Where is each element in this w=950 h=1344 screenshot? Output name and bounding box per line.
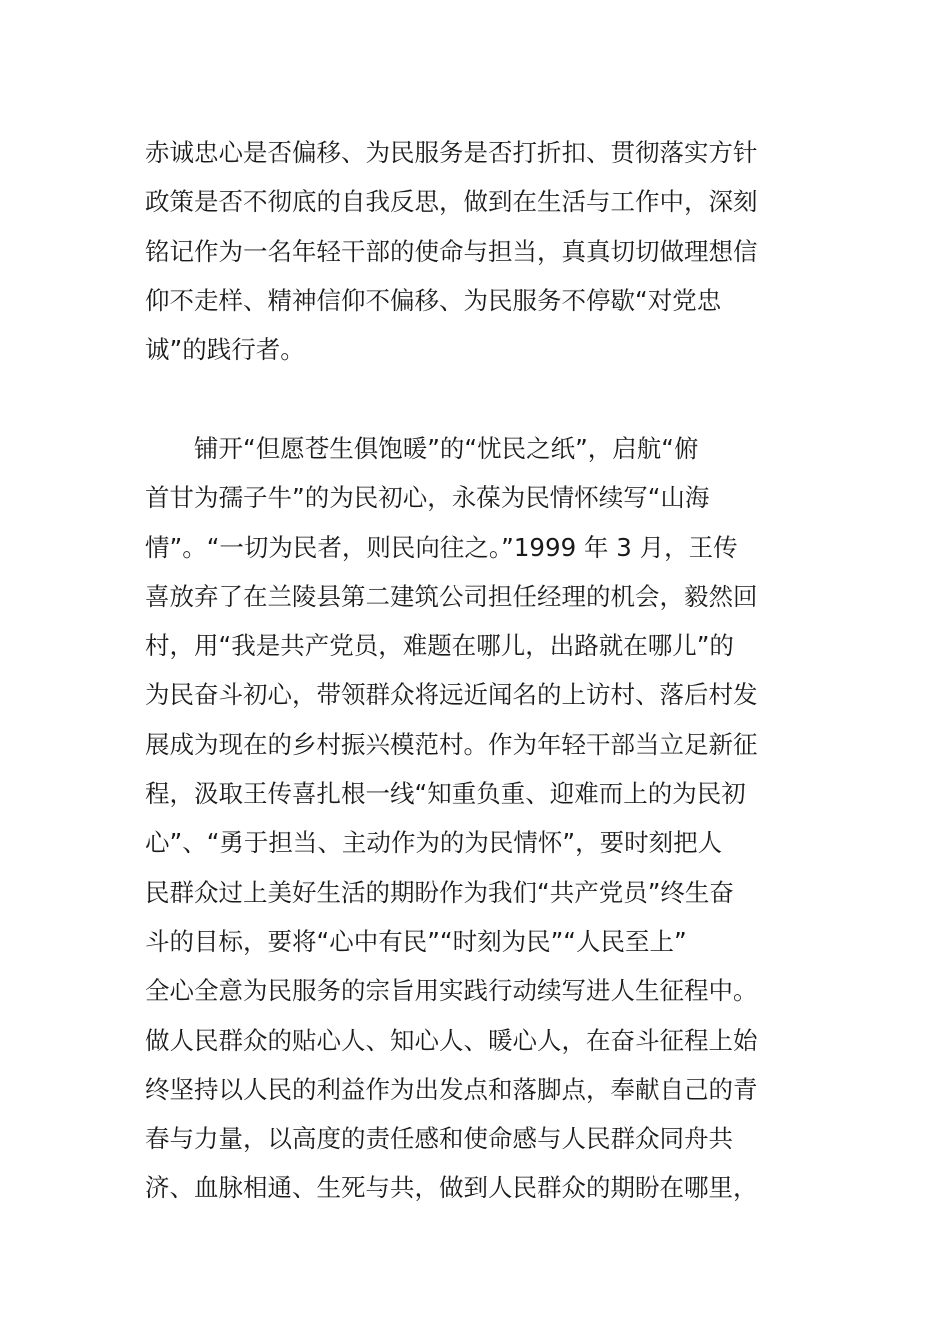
- text-line: 首甘为孺子牛”的为民初心，永葆为民情怀续写“山海: [145, 483, 710, 513]
- text-line: 全心全意为民服务的宗旨用实践行动续写进人生征程中。: [145, 976, 758, 1006]
- text-line: 终坚持以人民的利益作为出发点和落脚点，奉献自己的青: [145, 1074, 758, 1104]
- text-line: 春与力量，以高度的责任感和使命感与人民群众同舟共: [145, 1124, 733, 1154]
- text-line: 展成为现在的乡村振兴模范村。作为年轻干部当立足新征: [145, 729, 758, 759]
- text-line: 做人民群众的贴心人、知心人、暖心人，在奋斗征程上始: [145, 1025, 758, 1055]
- text-line: 喜放弃了在兰陵县第二建筑公司担任经理的机会，毅然回: [145, 581, 758, 611]
- text-line: 民群众过上美好生活的期盼作为我们“共产党员”终生奋: [145, 877, 734, 907]
- text-line: 情”。“一切为民者，则民向往之。”1999 年 3 月，王传: [145, 532, 738, 562]
- paragraph-1: [145, 128, 825, 374]
- text-line: 铭记作为一名年轻干部的使命与担当，真真切切做理想信: [145, 236, 758, 266]
- paragraph-2: [145, 424, 825, 1213]
- text-line: 程，汲取王传喜扎根一线“知重负重、迎难而上的为民初: [145, 779, 746, 809]
- text-line: 为民奋斗初心，带领群众将远近闻名的上访村、落后村发: [145, 680, 758, 710]
- text-line: 斗的目标，要将“心中有民”“时刻为民”“人民至上”: [145, 926, 687, 956]
- text-line: 铺开“但愿苍生俱饱暖”的“忧民之纸”，启航“俯: [145, 434, 699, 463]
- text-line: 仰不走样、精神信仰不偏移、为民服务不停歇“对党忠: [145, 285, 722, 315]
- text-line: 心”、“勇于担当、主动作为的为民情怀”，要时刻把人: [145, 828, 723, 858]
- text-line: 村，用“我是共产党员，难题在哪儿，出路就在哪儿”的: [145, 631, 734, 661]
- text-line: 济、血脉相通、生死与共，做到人民群众的期盼在哪里，: [145, 1173, 758, 1203]
- text-line: 政策是否不彻底的自我反思，做到在生活与工作中，深刻: [145, 187, 758, 217]
- text-line: 诚”的践行者。: [145, 335, 305, 365]
- text-line: 赤诚忠心是否偏移、为民服务是否打折扣、贯彻落实方针: [145, 138, 758, 167]
